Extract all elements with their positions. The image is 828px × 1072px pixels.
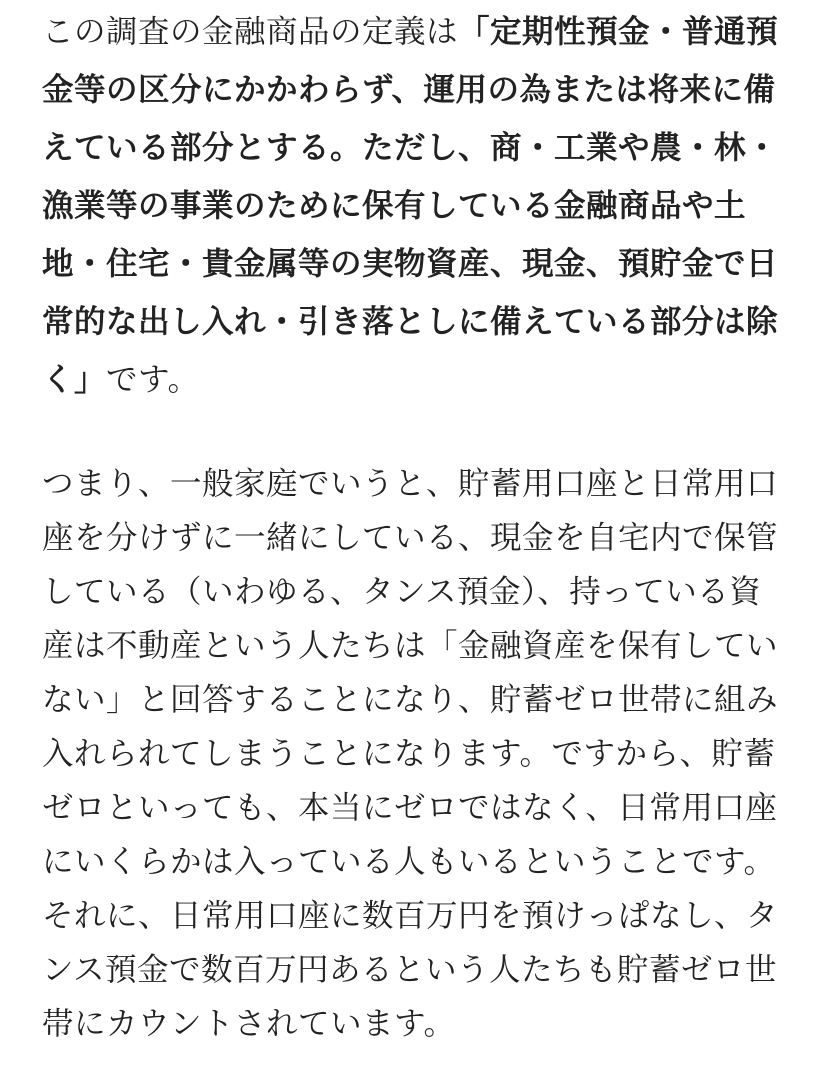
text-line: 座を分けずに一緒にしている、現金を自宅内で保管 bbox=[42, 520, 779, 556]
text-normal: この調査の金融商品の定義は bbox=[42, 14, 459, 50]
text-line: している（いわゆる、タンス預金）、持っている資 bbox=[42, 574, 762, 610]
text-line bbox=[42, 179, 746, 233]
text-bold: く」 bbox=[42, 362, 107, 398]
text-bold: 常的な出し入れ・引き落としに備えている部分は除 bbox=[42, 304, 779, 340]
text-bold: 地・住宅・貴金属等の実物資産、現金、預貯金で日 bbox=[42, 246, 779, 282]
text-line: ンス預金で数百万円あるという人たちも貯蓄ゼロ世 bbox=[42, 952, 778, 988]
text-line: 入れられてしまうことになります。ですから、貯蓄 bbox=[42, 736, 776, 772]
text-bold: 金等の区分にかかわらず、運用の為または将来に備 bbox=[42, 72, 776, 108]
text-line: 帯にカウントされています。 bbox=[42, 1006, 456, 1042]
text-line: それに、日常用口座に数百万円を預けっぱなし、タ bbox=[42, 898, 779, 934]
text-bold: 漁業等の事業のために保有している金融商品や土 bbox=[42, 188, 747, 224]
text-line: にいくらかは入っている人もいるということです。 bbox=[42, 844, 776, 880]
text-line bbox=[42, 121, 778, 175]
text-line bbox=[42, 237, 778, 291]
text-line: つまり、一般家庭でいうと、貯蓄用口座と日常用口 bbox=[42, 466, 779, 502]
text-bold: 「定期性預金・普通預 bbox=[458, 14, 779, 50]
text-line: ない」と回答することになり、貯蓄ゼロ世帯に組み bbox=[42, 682, 779, 718]
text-bold: えている部分とする。ただし、商・工業や農・林・ bbox=[42, 130, 779, 166]
text-normal: です。 bbox=[106, 362, 200, 398]
text-line: 産は不動産という人たちは「金融資産を保有してい bbox=[42, 628, 779, 664]
text-line bbox=[42, 295, 778, 349]
text-line: ゼロといっても、本当にゼロではなく、日常用口座 bbox=[42, 790, 778, 826]
text-line bbox=[42, 353, 200, 407]
text-line bbox=[42, 63, 775, 117]
text-line bbox=[42, 5, 778, 59]
